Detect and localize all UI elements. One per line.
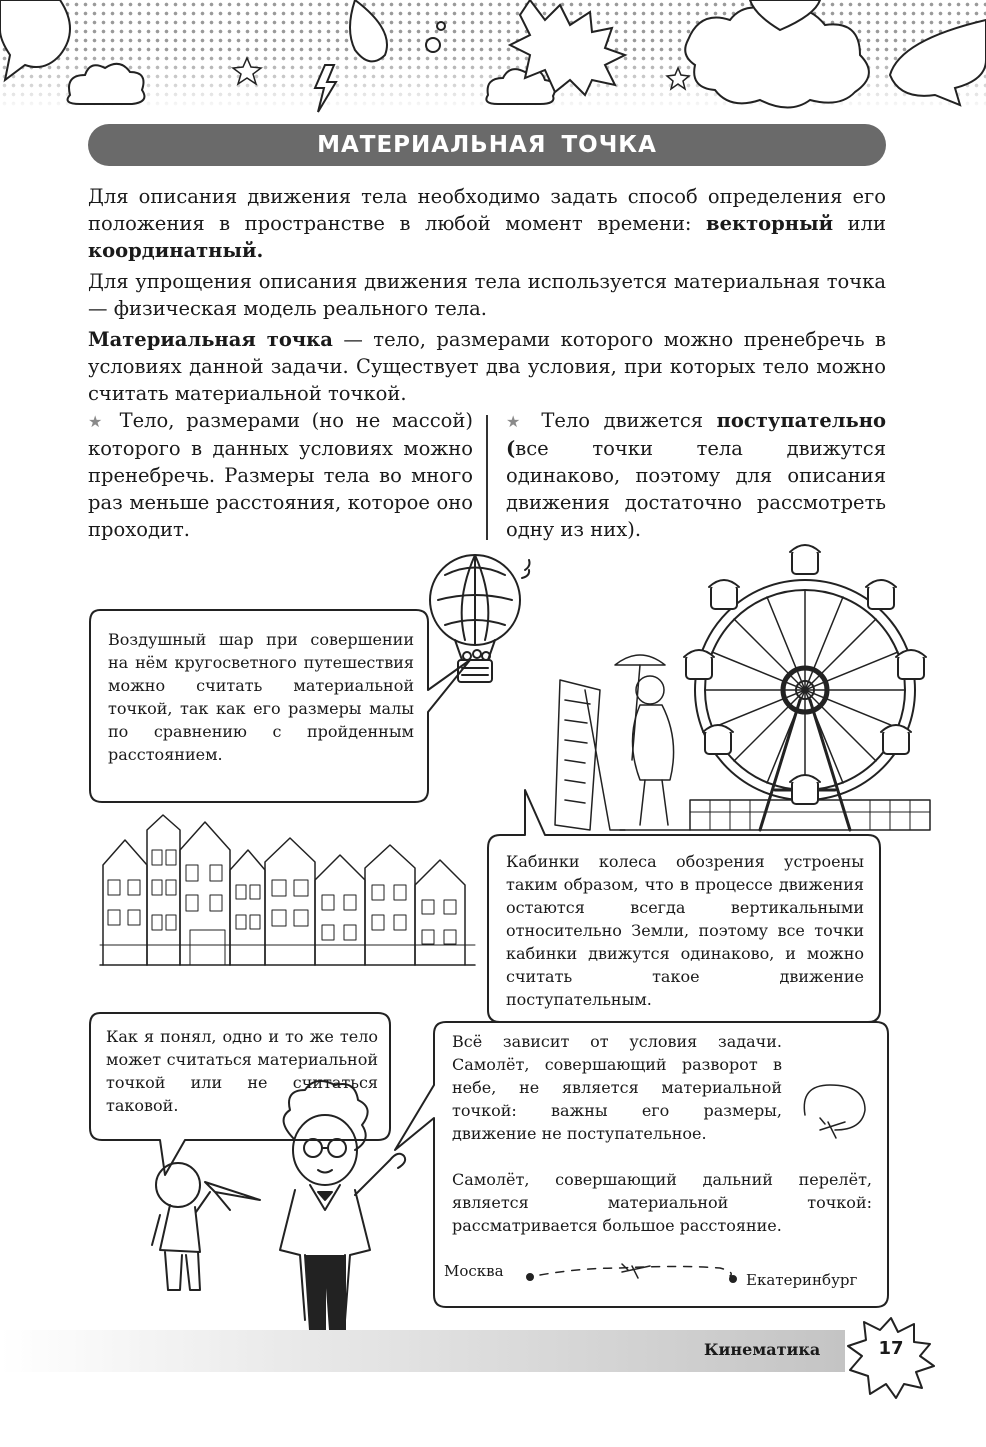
condition-right-pre: Тело движется (541, 409, 717, 432)
route-line (527, 1264, 736, 1282)
ferris-bubble-text: Кабинки колеса обозрения устроены таким образом, что в процессе движения остаются всегда вертикальными относительно Земли, поэтому все точки кабинки движутся одинаково, и можно считать такое движение поступательным. (506, 852, 864, 1009)
star-icon: ★ (506, 412, 528, 431)
intro-p1-text: Для описания движения тела необходимо задать способ определения его положения в пространстве в любой момент времени: (88, 185, 886, 235)
intro-p1-mid: или (833, 212, 886, 235)
student-bubble-text: Как я понял, одно и то же тело может считаться материальной точкой или не считаться таковой. (106, 1027, 378, 1115)
houses-illustration (100, 815, 475, 965)
boy-illustration (152, 1163, 260, 1290)
professor-illustration (280, 1081, 405, 1330)
hot-air-balloon-icon (430, 555, 530, 682)
intro-p3-text: — тело, размерами которого можно пренебречь в условиях данной задачи. Существует два условия, при которых тело можно считать материальной точкой. (88, 328, 886, 405)
condition-right-post: все точки тела движутся одинаково, поэтому для описания движения достаточно рассмотреть одну из них). (506, 437, 886, 541)
professor-bubble-text-2: Самолёт, совершающий дальний перелёт, является материальной точкой: рассматривается большое расстояние. (452, 1170, 872, 1235)
term-coordinate: координатный. (88, 239, 264, 262)
star-icon: ★ (88, 412, 108, 431)
term-material-point: Материальная точка (88, 328, 333, 351)
balloon-bubble-text: Воздушный шар при совершении на нём кругосветного путешествия можно считать материальной точкой, так как его размеры малы по сравнению с пройденным расстоянием. (108, 630, 414, 764)
ferris-wheel-icon (684, 545, 930, 830)
condition-left-text: Тело, размерами (но не массой) которого в данных условиях можно пренебречь. Размеры тела во много раз меньше расстояния, которое оно проходит. (88, 409, 473, 541)
page-number: 17 (878, 1338, 904, 1359)
city-from: Москва (444, 1262, 504, 1280)
term-vector: векторный (706, 212, 834, 235)
city-to: Екатеринбург (746, 1271, 858, 1289)
term-translational: поступательно ( (506, 409, 887, 460)
footer-section: Кинематика (704, 1340, 821, 1359)
painter-illustration (555, 655, 690, 830)
professor-bubble-text-1: Всё зависит от условия задачи. Самолёт, совершающий разворот в небе, не является материальной точкой: важны его размеры, движение не поступательное. (452, 1032, 782, 1143)
intro-paragraph-2: Для упрощения описания движения тела используется материальная точка — физическая модель реального тела. (88, 270, 886, 320)
plane-icon (622, 1264, 650, 1278)
page-title: МАТЕРИАЛЬНАЯ ТОЧКА (317, 132, 657, 158)
plane-turn-icon (804, 1085, 865, 1138)
